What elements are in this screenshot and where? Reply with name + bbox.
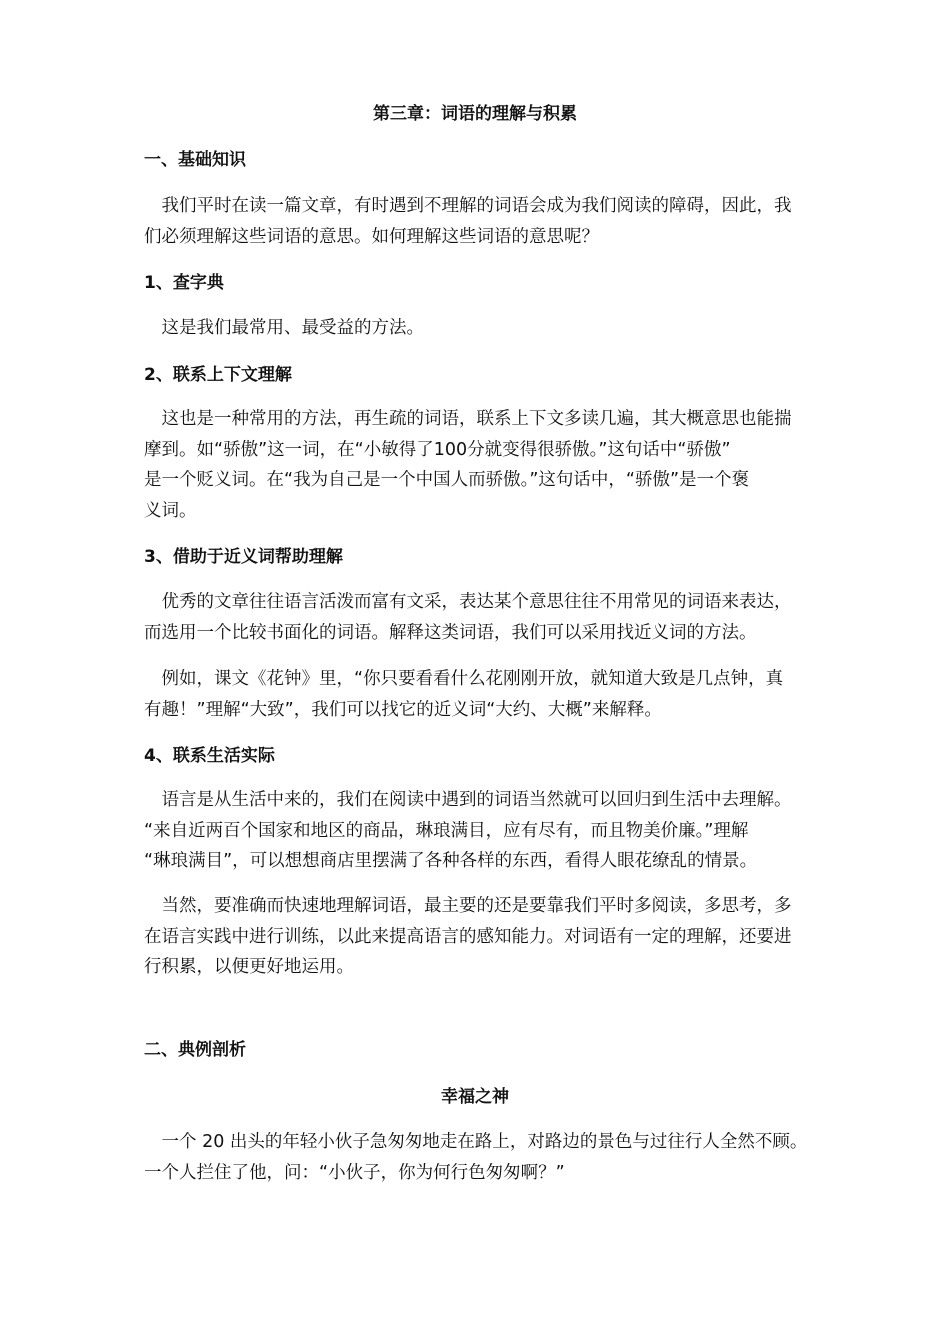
method-heading-dictionary: 1、查字典	[144, 273, 224, 293]
text-line: 在语言实践中进行训练，以此来提高语言的感知能力。对词语有一定的理解，还要进	[144, 926, 792, 947]
text-line: 义词。	[144, 500, 197, 521]
story-title: 幸福之神	[441, 1087, 509, 1107]
method-text-synonyms	[144, 587, 812, 648]
section-heading-examples: 二、典例剖析	[144, 1040, 246, 1060]
method-heading-synonyms: 3、借助于近义词帮助理解	[144, 547, 343, 567]
text-line: 行积累，以便更好地运用。	[144, 957, 354, 977]
text-line: 这也是一种常用的方法，再生疏的词语，联系上下文多读几遍，其大概意思也能揣	[144, 409, 792, 429]
method-text-life	[144, 785, 812, 877]
synonyms-example-paragraph	[144, 664, 812, 725]
text-line: 一个 20 出头的年轻小伙子急匆匆地走在路上，对路边的景色与过往行人全然不顾。	[144, 1132, 808, 1152]
section-heading-basics: 一、基础知识	[144, 150, 246, 170]
text-line: 一个人拦住了他，问：“小伙子，你为何行色匆匆啊？”	[144, 1162, 565, 1183]
text-line: 我们平时在读一篇文章，有时遇到不理解的词语会成为我们阅读的障碍，因此，我	[144, 196, 792, 216]
text-line: “琳琅满目”，可以想想商店里摆满了各种各样的东西，看得人眼花缭乱的情景。	[144, 851, 758, 871]
method-text-context	[144, 404, 812, 526]
text-line: 这是我们最常用、最受益的方法。	[144, 318, 424, 338]
text-line: 例如，课文《花钟》里，“你只要看看什么花刚刚开放，就知道大致是几点钟，真	[144, 669, 784, 689]
text-line: 而选用一个比较书面化的词语。解释这类词语，我们可以采用找近义词的方法。	[144, 622, 757, 643]
method-heading-context: 2、联系上下文理解	[144, 365, 292, 385]
text-line: 是一个贬义词。在“我为自己是一个中国人而骄傲。”这句话中，“骄傲”是一个褒	[144, 470, 750, 490]
method-heading-life: 4、联系生活实际	[144, 746, 275, 766]
text-line: 们必须理解这些词语的意思。如何理解这些词语的意思呢？	[144, 226, 599, 247]
intro-paragraph	[144, 191, 812, 252]
text-line: “来自近两百个国家和地区的商品，琳琅满目，应有尽有，而且物美价廉。”理解	[144, 820, 749, 841]
text-line: 优秀的文章往往语言活泼而富有文采，表达某个意思往往不用常见的词语来表达，	[144, 592, 792, 612]
chapter-title: 第三章：词语的理解与积累	[373, 104, 577, 124]
text-line: 摩到。如“骄傲”这一词，在“小敏得了100分就变得很骄傲。”这句话中“骄傲”	[144, 439, 731, 460]
text-line: 当然，要准确而快速地理解词语，最主要的还是要靠我们平时多阅读，多思考，多	[144, 896, 792, 916]
story-paragraph	[144, 1127, 824, 1188]
method-text-dictionary	[144, 313, 812, 344]
conclusion-paragraph	[144, 891, 812, 983]
text-line: 语言是从生活中来的，我们在阅读中遇到的词语当然就可以回归到生活中去理解。	[144, 790, 792, 810]
text-line: 有趣！”理解“大致”，我们可以找它的近义词“大约、大概”来解释。	[144, 699, 662, 720]
